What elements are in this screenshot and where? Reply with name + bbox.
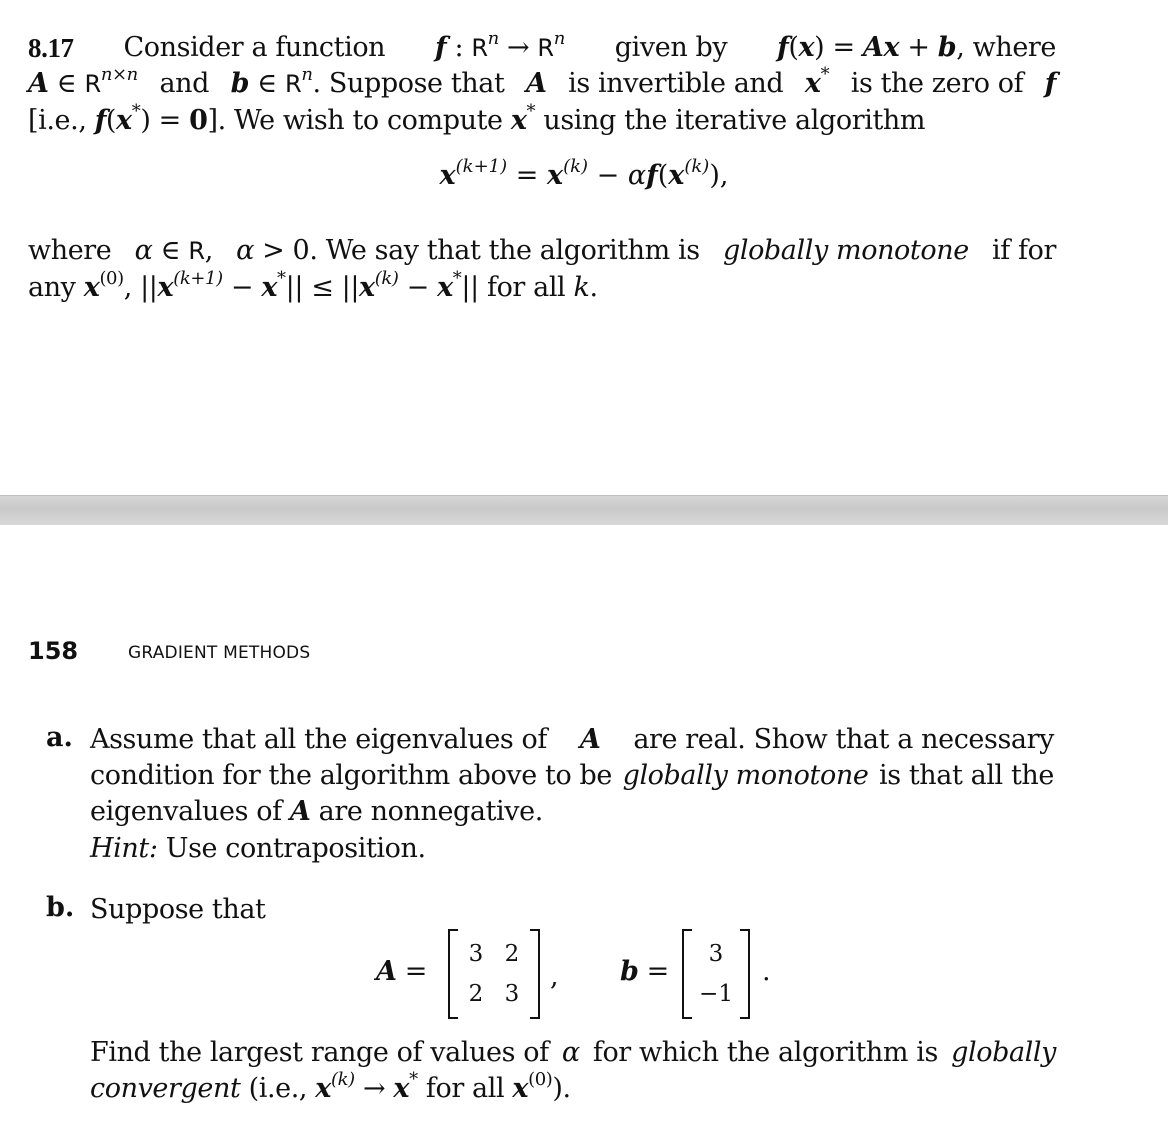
math-sup: (k) [331,1069,355,1090]
page-number: 158 [28,637,79,665]
text: ]. We wish to compute [207,105,503,136]
math-x: x [512,1073,529,1104]
math-arrow: → [507,32,530,63]
math-eq: ) = [140,105,190,136]
text: ). [552,1073,571,1104]
text: [i.e., [28,105,87,136]
part-a-label: a. [46,722,73,753]
math-paren: ), [709,160,729,191]
math-sup: (k+1) [173,268,223,289]
math-x: x [439,160,456,191]
upper-page [0,0,1168,495]
hint-text: Use contraposition. [165,833,426,864]
math-minus: − [406,272,429,303]
math-sup: n×n [100,64,138,85]
math-x: x [83,272,100,303]
math-eq: = [646,956,669,987]
math-sup: n [553,28,565,49]
problem-line-2 [28,66,1056,102]
math-alpha: α [236,235,254,266]
problem-line-3 [28,103,1056,139]
math-x: x [393,1073,410,1104]
math-reals: R [84,70,101,98]
text: is that all the [878,760,1054,791]
term-globally-monotone: globally monotone [622,760,869,791]
math-x: x [668,160,685,191]
math-eq: = [515,160,539,191]
text: Consider a function [123,32,386,63]
math-alpha: α [134,235,153,266]
right-bracket [530,929,540,1019]
math-k: k [573,272,590,303]
math-x: x [437,272,453,303]
math-eq: = [404,956,427,987]
math-A: A [289,796,311,827]
text: eigenvalues of [90,796,282,827]
math-star: * [409,1069,418,1090]
term-globally: globally [951,1037,1056,1068]
math-plus: + [907,32,930,63]
math-star: * [131,101,141,122]
part-a-hint [90,831,426,867]
math-x: x [157,272,174,303]
math-x: x [261,272,278,303]
text: || for all [461,272,566,303]
math-sup: (0) [99,268,124,289]
math-in: ∈ [160,235,181,266]
text: and [159,68,210,99]
math-x: x [804,68,821,99]
math-paren: ) [814,32,825,63]
math-star: * [452,268,462,289]
text: , where [956,32,1056,63]
text: Assume that all the eigenvalues of [90,724,547,755]
math-sup: (k) [684,156,710,177]
math-minus: − [596,160,620,191]
math-star: * [820,64,830,85]
math-A: A [579,724,601,755]
comma: , [550,961,559,992]
part-b-line-1 [90,1035,1056,1071]
part-a-line-1 [90,722,1054,758]
math-sup: (k+1) [455,156,508,177]
text: given by [614,32,728,63]
math-in: ∈ [257,68,277,99]
math-paren: ( [105,105,117,136]
matrix-A-lhs [376,954,427,990]
text: . [589,272,598,303]
text: are nonnegative. [318,796,543,827]
math-star: * [277,268,286,289]
math-x: x [798,32,815,63]
text: condition for the algorithm above to be [90,760,612,791]
math-A: A [28,68,49,99]
math-f: f [94,105,106,136]
math-reals: R [285,70,302,98]
math-b: b [230,68,250,99]
page-break [0,495,1168,527]
math-sup: (0) [528,1069,553,1090]
math-x: x [510,105,527,136]
problem-number: 8.17 [28,33,74,63]
vector-b [682,929,750,1019]
text: for all [425,1073,505,1104]
definition-line-2 [28,270,1056,306]
hint-label: Hint: [90,833,158,864]
text: (i.e., [248,1073,308,1104]
iteration-equation: $x^{(k+1)} = x^{(k)} - \alpha f(x^{(k)})$, [439,156,729,191]
math-A: A [376,956,397,987]
right-bracket [740,929,750,1019]
math-sup: (k) [563,156,589,177]
problem-line-1 [28,30,1056,67]
part-b-line-2 [90,1071,571,1107]
math-eq: = [832,32,855,63]
math-colon: : [454,32,464,63]
math-reals: R [471,34,488,62]
period: . [762,956,771,987]
part-b-intro: Suppose that [90,894,266,925]
math-arrow: → [362,1073,386,1104]
matrix-cell: 2 [504,941,520,967]
part-a-line-2 [90,758,1054,794]
math-b: b [620,956,639,987]
term-convergent: convergent [90,1073,241,1104]
running-title: GRADIENT METHODS [128,643,311,663]
text: Find the largest range of values of [90,1037,549,1068]
matrix-A-cells [458,934,530,1014]
math-f: f [435,32,447,63]
math-alpha: α [561,1037,580,1068]
text: . Suppose that [312,68,505,99]
left-bracket [682,929,692,1019]
text: are real. Show that a necessary [633,724,1054,755]
text: where [28,235,112,266]
part-a-line-3 [90,794,543,830]
math-f: f [777,32,789,63]
running-head [28,637,311,665]
matrix-cell: 2 [468,981,484,1007]
math-b: b [937,32,957,63]
definition-line-1 [28,233,1056,269]
matrix-cell: 3 [504,981,520,1007]
text: using the iterative algorithm [543,105,926,136]
math-zero: 0 [189,105,208,136]
math-minus: − [230,272,254,303]
math-x: x [546,160,564,191]
vector-cell: −1 [699,981,733,1007]
vector-cell: 3 [708,941,724,967]
text: for which the algorithm is [592,1037,938,1068]
math-sup: (k) [374,268,399,289]
math-comma: , [204,235,213,266]
math-x: x [116,105,132,136]
math-paren: ( [788,32,799,63]
term-globally-monotone: globally monotone [722,235,969,266]
text: if for [992,235,1056,266]
vector-b-lhs [620,954,669,990]
vector-b-cells [692,934,740,1014]
math-alpha: α [627,160,647,191]
text: > 0. We say that the algorithm is [262,235,700,266]
part-b-label: b. [46,892,75,923]
math-f: f [1044,68,1056,99]
math-A: A [525,68,547,99]
math-in: ∈ [56,68,77,99]
math-sup: n [301,64,313,85]
left-bracket [448,929,458,1019]
math-norm: , || [123,272,158,303]
math-norm: || ≤ || [285,272,360,303]
text: is the zero of [850,68,1024,99]
math-sup: n [487,28,499,49]
matrix-cell: 3 [468,941,484,967]
math-f: f [646,160,658,191]
math-x: x [359,272,375,303]
math-reals: R [188,237,205,265]
math-reals: R [537,34,554,62]
math-Ax: Ax [862,32,900,63]
math-x: x [315,1073,331,1104]
matrix-definitions [0,925,1168,1025]
matrix-A [448,929,540,1019]
text: any [28,272,76,303]
math-star: * [526,101,536,122]
text: is invertible and [568,68,784,99]
